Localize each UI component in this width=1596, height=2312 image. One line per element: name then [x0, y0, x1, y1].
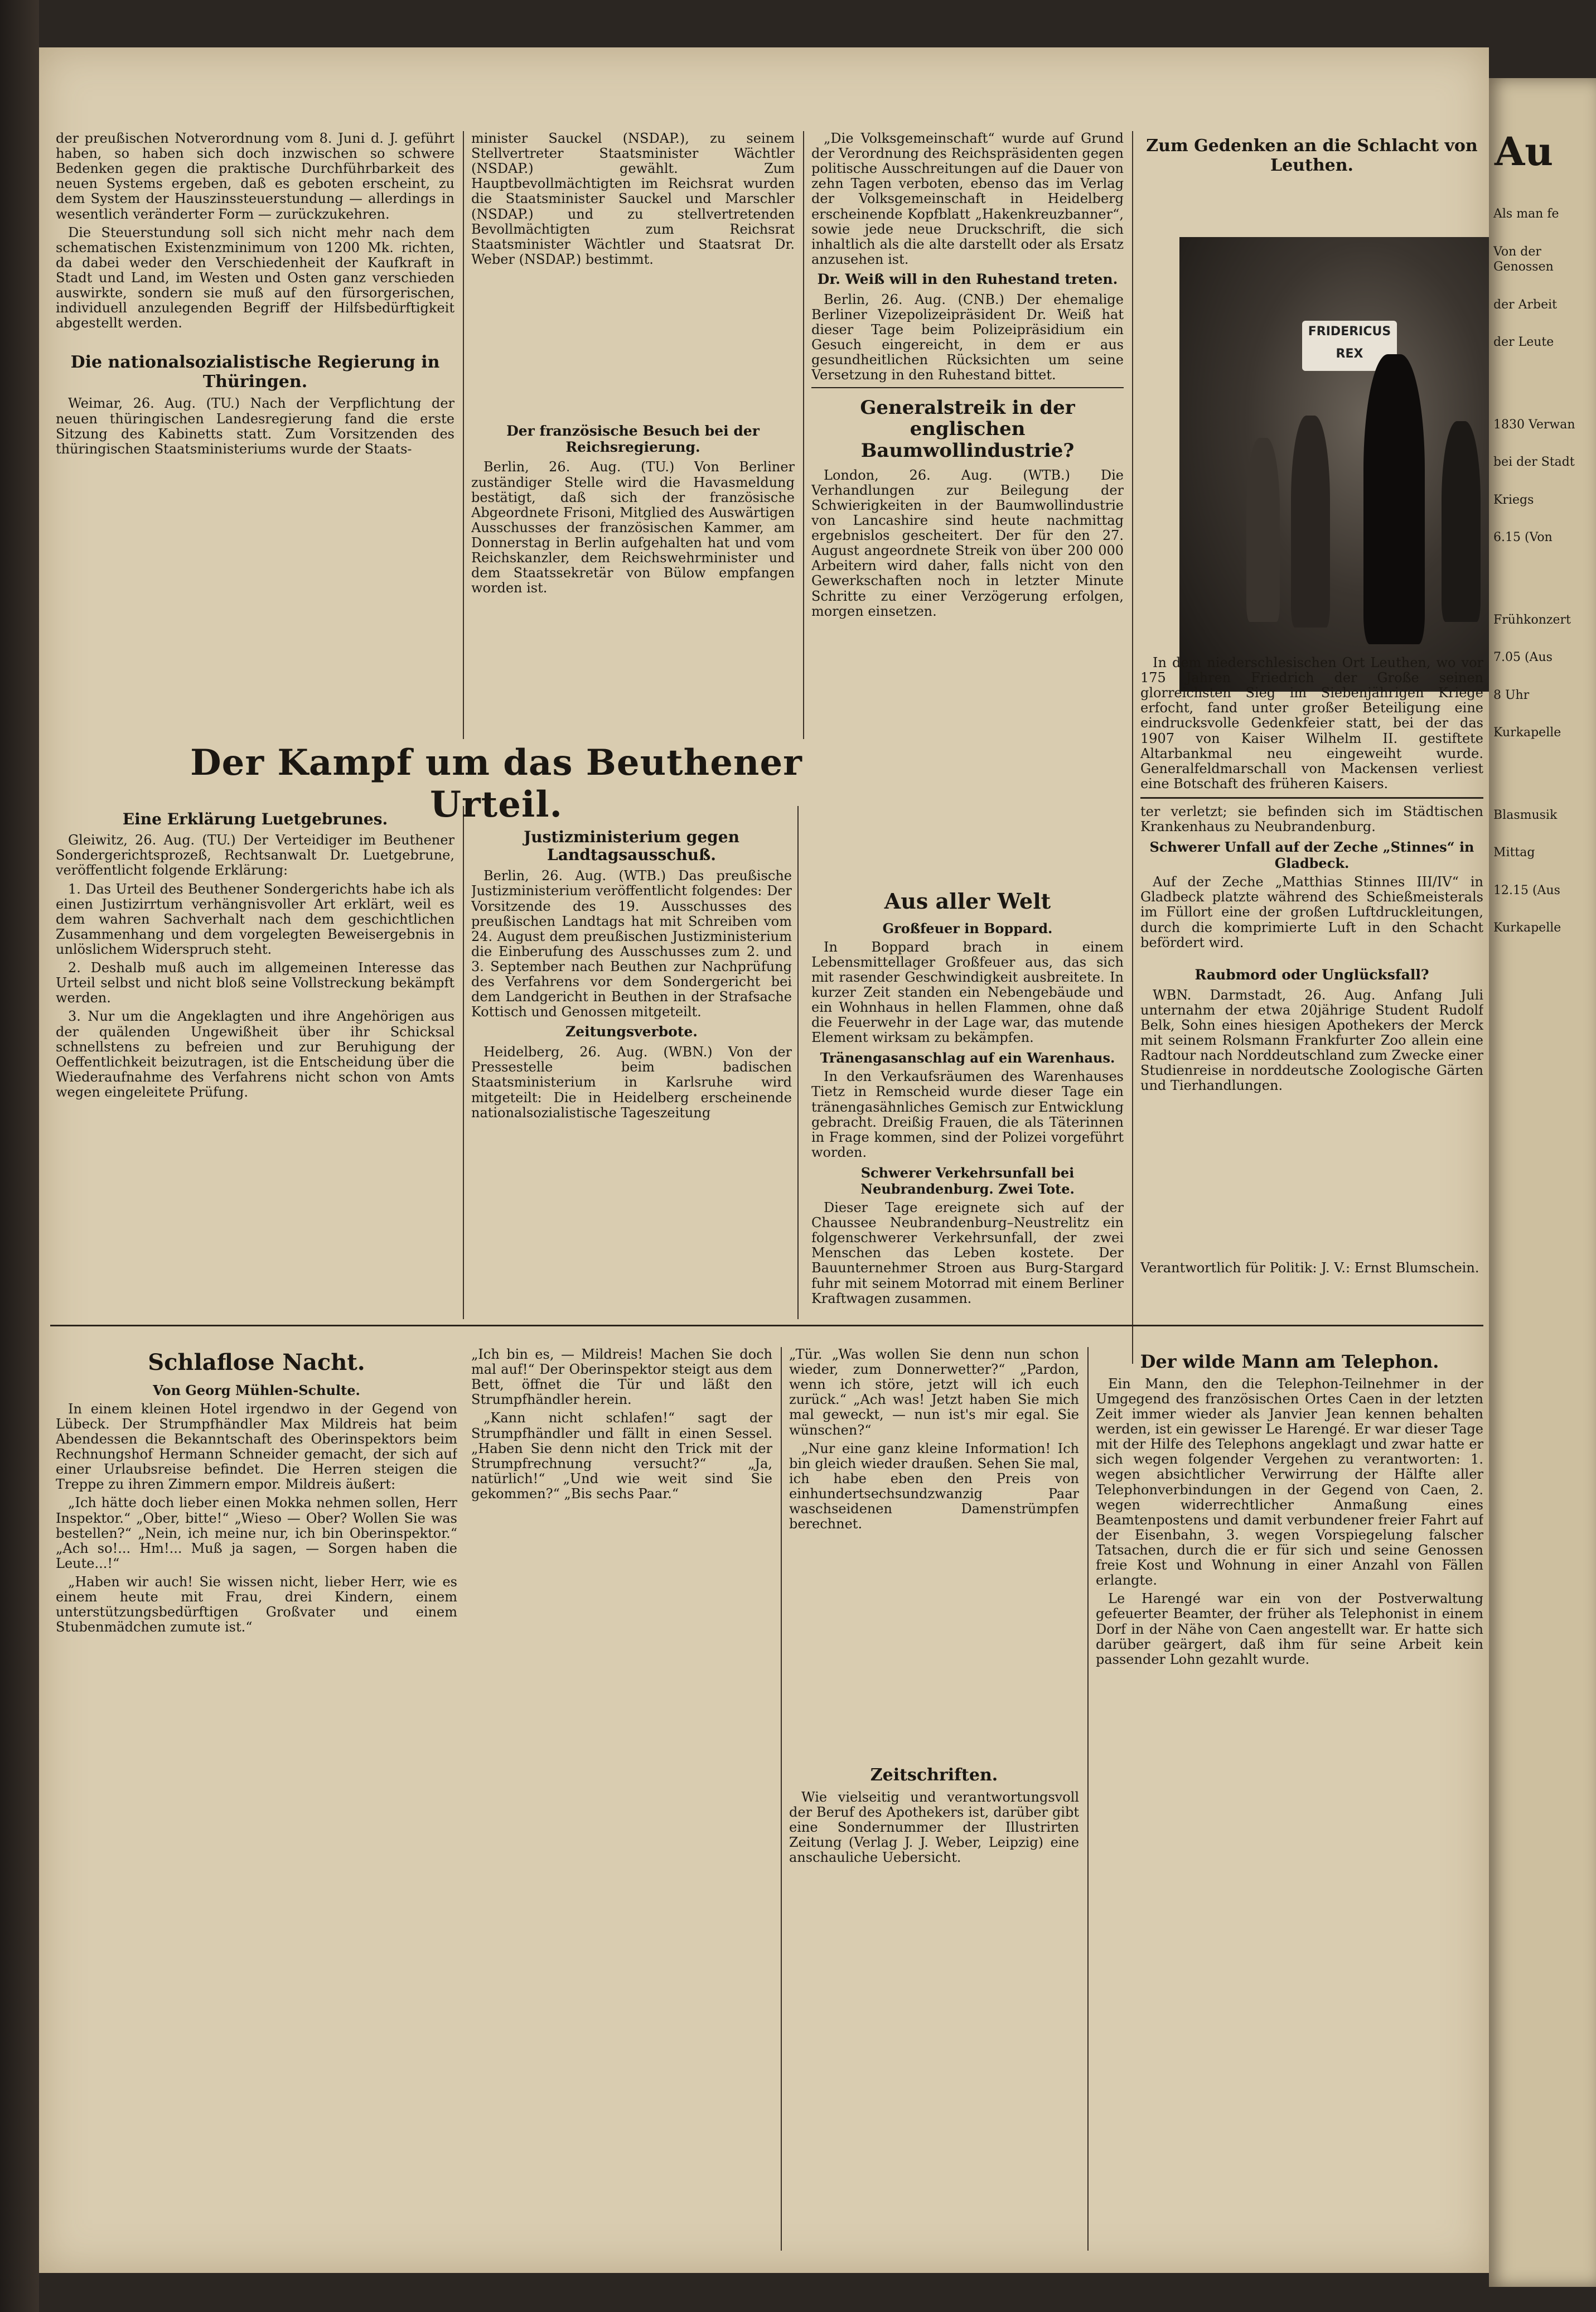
aus-aller-welt	[811, 828, 1124, 1319]
feuilleton-col-2	[471, 1347, 772, 2256]
headline-grossfeuer: Großfeuer in Boppard.	[882, 920, 1053, 937]
edge-headline: Au	[1495, 128, 1554, 175]
story-text: „Nur eine ganz kleine Information! Ich bin gleich wieder draußen. Sehen Sie mal, ich habe eben den Preis von einhundertsechsundzwanzig Paar waschseidenen Damenstrümpfen berechnet.	[789, 1440, 1079, 1532]
article-text: Die Steuerstundung soll sich nicht mehr nach dem schematischen Existenzminimum von 1200 Mk. richten, da dabei weder den Verschiedenheit der Kaufkraft in Stadt und Land, im Westen und Osten ganz verschieden auswirkte, sondern sie muß auf den fürsorgerischen, individuell anzulegenden Begriff der Hilfsbedürftigkeit abgestellt werden.	[56, 224, 454, 331]
soldier-figure	[1442, 421, 1481, 622]
column-rule	[781, 1347, 782, 2251]
column-rule	[1087, 1347, 1089, 2251]
story-text: In einem kleinen Hotel irgendwo in der Gegend von Lübeck. Der Strumpfhändler Max Mildreis hat beim Abendessen die Bekanntschaft des Oberinspektors beim Rechnungshof Hermann Schneider gemacht, der sich auf einer Urlaubsreise befindet. Die Herren steigen die Treppe zu ihren Zimmern empor. Mildreis äußert:	[56, 1401, 457, 1493]
photo-title: Zum Gedenken an die Schlacht von Leuthen.	[1146, 136, 1478, 175]
article-text: Gleiwitz, 26. Aug. (TU.) Der Verteidiger im Beuthener Sondergerichtsprozeß, Rechtsanwalt Dr. Luetgebrune, veröffentlicht folgende Erklärung:	[56, 832, 454, 879]
column-1	[56, 131, 454, 739]
soldier-figure	[1246, 438, 1280, 622]
article-text: Dieser Tage ereignete sich auf der Chaussee Neubrandenburg–Neustrelitz ein folgenschwerer Verkehrsunfall, der zwei Menschen das Leben kostete. Der Bauunternehmer Stroen aus Burg-Stargard fuhr mit seinem Motorrad mit einem Berliner Kraftwagen zusammen.	[811, 1199, 1124, 1306]
article-text: Berlin, 26. Aug. (CNB.) Der ehemalige Berliner Vizepolizeipräsident Dr. Weiß hat dieser Tage beim Polizeipräsidium ein Gesuch eingereicht, in dem er aus gesundheitlichen Rücksichten um seine Versetzung in den Ruhestand bittet.	[811, 291, 1124, 383]
article-text: In den Verkaufsräumen des Warenhauses Tietz in Remscheid wurde dieser Tage ein tränengasähnliches Gemisch zur Entwicklung gebracht. Dreißig Frauen, die als Täterinnen in Frage kommen, sind der Polizei vorgeführt worden.	[811, 1069, 1124, 1160]
article-text: der preußischen Notverordnung vom 8. Juni d. J. geführt haben, so haben sich doch inzwischen so schwere Bedenken gegen die praktische Durchführbarkeit des neuen Systems ergeben, daß es geboten erscheint, zu dem System der Hauszinssteuerstundung — allerdings in wesentlich veränderter Form — zurückzukehren.	[56, 131, 454, 222]
column-rule	[463, 131, 464, 739]
headline-schlaflose-nacht: Schlaflose Nacht.	[148, 1349, 365, 1375]
article-text: Auf der Zeche „Matthias Stinnes III/IV“ in Gladbeck platzte während des Schießmeisterals im Füllort eine der großen Luftdruckleitungen, durch die komprimierte Luft in den Schacht befördert wird.	[1140, 874, 1483, 950]
article-text: WBN. Darmstadt, 26. Aug. Anfang Juli unternahm der etwa 20jährige Student Rudolf Belk, Sohn eines hiesigen Apothekers der Merck mit seinem Rolsmann Frankfurter Zoo allein eine Radtour nach Norddeutschland zum Zwecke einer Studienreise in norddeutsche Zoologische Gärten und Tierhandlungen.	[1140, 987, 1483, 1094]
edge-text-line: Kriegs	[1493, 493, 1534, 507]
headline-streik: Generalstreik in der englischen Baumwollindustrie?	[860, 397, 1075, 462]
author-byline: Von Georg Mühlen-Schulte.	[153, 1382, 360, 1398]
headline-weiss: Dr. Weiß will in den Ruhestand treten.	[817, 271, 1118, 287]
headline-verkehrsunfall: Schwerer Verkehrsunfall bei Neubrandenburg. Zwei Tote.	[860, 1164, 1075, 1197]
article-text: 1. Das Urteil des Beuthener Sondergerichts habe ich als einen Justizirrtum verhängnisvoller Art erklärt, weil es dem wahren Sachverhalt nach dem geschichtlichen Zusammenhang und dem vorgelegten Beweisergebnis in unlöslichem Widerspruch steht.	[56, 881, 454, 957]
divider	[811, 387, 1124, 388]
soldier-figure	[1363, 354, 1425, 644]
edge-text-line: Mittag	[1493, 846, 1535, 860]
headline-justiz: Justizministerium gegen Landtagsausschuß.	[524, 828, 739, 865]
soldier-figure	[1291, 416, 1330, 628]
feuilleton-col-1	[56, 1341, 457, 2256]
headline-unfall: Schwerer Unfall auf der Zeche „Stinnes“ in Gladbeck.	[1149, 839, 1474, 872]
edge-text-line: 12.15 (Aus	[1493, 883, 1560, 897]
article-text: 2. Deshalb muß auch im allgemeinen Interesse das Urteil selbst und nicht bloß seine Vollstreckung bekämpft werden.	[56, 960, 454, 1006]
edge-text-line: Kurkapelle	[1493, 726, 1561, 740]
edge-text-line: Als man fe	[1493, 207, 1559, 221]
newspaper-page	[39, 47, 1489, 2273]
headline-raubmord: Raubmord oder Unglücksfall?	[1194, 966, 1429, 983]
luetgebrune-article	[56, 806, 454, 1319]
article-text: minister Sauckel (NSDAP.), zu seinem Stellvertreter Staatsminister Wächtler (NSDAP.) gewählt. Zum Hauptbevollmächtigten im Reichsrat wurden die Staatsminister Sauckel und Marschler (NSDAP.) und zu stellvertretenden Bevollmächtigten zum Reichsrat Staatsminister Wächtler und Staatsrat Dr. Weber (NSDAP.) bestimmt.	[471, 131, 795, 267]
edge-text-line: der Leute	[1493, 335, 1554, 349]
article-text: Weimar, 26. Aug. (TU.) Nach der Verpflichtung der neuen thüringischen Landesregierung fand die erste Sitzung des Kabinetts statt. Zum Vorsitzenden des thüringischen Staatsministeriums wurde der Staats-	[56, 395, 454, 457]
article-text: In Boppard brach in einem Lebensmittellager Großfeuer aus, das sich mit rasender Geschwindigkeit ausbreitete. In kurzer Zeit standen ein Nebengebäude und ein Wohnhaus in hellen Flammen, ohne daß die Feuerwehr in der Lage war, das mutende Element wirksam zu bekämpfen.	[811, 939, 1124, 1046]
photo-leuthen-ceremony	[1179, 237, 1489, 692]
column-4-lower	[1140, 655, 1483, 1319]
section-rule	[50, 1325, 1483, 1326]
headline-aus-aller-welt: Aus aller Welt	[884, 889, 1051, 914]
photo-caption: In dem niederschlesischen Ort Leuthen, wo vor 175 Jahren Friedrich der Große seinen glorreichsten Sieg im Siebenjährigen Kriege erfocht, fand unter großer Beteiligung eine eindrucksvolle Gedenkfeier statt, bei der das 1907 von Kaiser Wilhelm II. gestiftete Altarbankmal neu eingeweiht wurde. Generalfeldmarschall von Mackensen verliest eine Botschaft des früheren Kaisers.	[1140, 655, 1483, 791]
article-text: Heidelberg, 26. Aug. (WBN.) Von der Pressestelle beim badischen Staatsministerium in Karlsruhe wird mitgeteilt: Die in Heidelberg erscheinende nationalsozialistische Tageszeitung	[471, 1044, 792, 1121]
headline-besuch: Der französische Besuch bei der Reichsregierung.	[506, 422, 760, 455]
next-page-edge	[1489, 78, 1596, 2287]
headline-zeitschriften: Zeitschriften.	[870, 1765, 998, 1785]
binding-shadow	[0, 0, 39, 2312]
editor-signature: Verantwortlich für Politik: J. V.: Ernst Blumschein.	[1140, 1260, 1479, 1276]
column-rule	[463, 806, 464, 1319]
article-text: Berlin, 26. Aug. (TU.) Von Berliner zuständiger Stelle wird die Havasmeldung bestätigt, daß sich der französische Abgeordnete Frisoni, Mitglied des Auswärtigen Ausschusses der französischen Kammer, am Donnerstag in Berlin aufgehalten hat und vom Reichskanzler, dem Reichswehrminister und dem Staatssekretär von Bülow empfangen worden ist.	[471, 459, 795, 596]
edge-text-line: Kurkapelle	[1493, 921, 1561, 935]
story-text: „Kann nicht schlafen!“ sagt der Strumpfhändler und fällt in einen Sessel. „Haben Sie denn nicht den Trick mit der Strumpfrechnung versucht?“ „Ja, natürlich!“ „Und wie weit sind Sie gekommen?“ „Bis sechs Paar.“	[471, 1410, 772, 1502]
edge-text-block	[1493, 206, 1594, 1003]
divider	[1140, 797, 1483, 799]
headline-thuringen: Die nationalsozialistische Regierung in Thüringen.	[70, 353, 440, 392]
headline-zeitungsverbote: Zeitungsverbote.	[565, 1024, 698, 1040]
story-text: „Ich hätte doch lieber einen Mokka nehmen sollen, Herr Inspektor.“ „Ober, bitte!“ „Wieso — Ober? Wollen Sie was bestellen?“ „Nein, ich meine nur, ich bin Oberinspektor.“ „Ach so!... Hm!... Muß ja sagen, — Sorgen haben die Leute...!“	[56, 1495, 457, 1571]
article-text: 3. Nur um die Angeklagten und ihre Angehörigen aus der quälenden Ungewißheit über ihr Schicksal schnellstens zu befreien und zur Beruhigung der Oeffentlichkeit beizutragen, ist die Entscheidung über die Wiederaufnahme des Verfahrens nicht schon von Amts wegen eingeleitete Prüfung.	[56, 1008, 454, 1100]
headline-wilde-mann: Der wilde Mann am Telephon.	[1140, 1351, 1439, 1372]
article-text: Berlin, 26. Aug. (WTB.) Das preußische Justizministerium veröffentlicht folgendes: Der Vorsitzende des 19. Ausschusses des preußischen Landtags hat mit Schreiben vom 24. August dem preußischen Justizministerium die Einberufung des Ausschusses zum 2. und 3. September nach Beuthen zur Nachprüfung des Verfahrens vor dem Sondergericht bei dem Landgericht in Beuthen in der Strafsache Kottisch und Genossen mitgeteilt.	[471, 868, 792, 1020]
column-2	[471, 131, 795, 739]
edge-text-line: Frühkonzert	[1493, 612, 1571, 627]
story-text: „Tür. „Was wollen Sie denn nun schon wieder, zum Donnerwetter?“ „Pardon, wenn ich störe, jetzt will ich euch zurück.“ „Ach was! Jetzt haben Sie mich mal geweckt, — nun ist's mir egal. Sie wünschen?“	[789, 1347, 1079, 1438]
edge-text-line: 8 Uhr	[1493, 688, 1530, 702]
article-text: Le Harengé war ein von der Postverwaltung gefeuerter Beamter, der früher als Telephonist in einem Dorf in der Nähe von Caen angestellt war. Er hatte sich darüber geärgert, daß ihm für seine Arbeit kein passender Lohn gezahlt wurde.	[1096, 1591, 1483, 1667]
headline-erklaerung: Eine Erklärung Luetgebrunes.	[122, 810, 388, 828]
column-rule	[803, 131, 804, 739]
column-rule	[1132, 131, 1133, 1364]
edge-text-line: der Arbeit	[1493, 297, 1557, 312]
justiz-article	[471, 806, 792, 1319]
telefon-article	[1096, 1347, 1483, 2256]
article-text: ter verletzt; sie befinden sich im Städtischen Krankenhaus zu Neubrandenburg.	[1140, 803, 1483, 835]
article-text: Ein Mann, den die Telephon-Teilnehmer in der Umgegend des französischen Ortes Caen in der letzten Zeit immer wieder als Janvier Jean kennen behalten werden, ist ein gewisser Le Harengé. Er war dieser Tage mit der Hilfe des Telephons angeklagt und zwar hatte er sich wegen folgender Vergehen zu verantworten: 1. wegen absichtlicher Verwirrung der Hälfte aller Telephonverbindungen in der Gegend von Caen, 2. wegen widerrechtlicher Anmaßung eines Beamtenpostens und damit verbundener freier Fahrt auf der Eisenbahn, 3. wegen Vorspiegelung falscher Tatsachen, durch die er für sich und seine Genossen freie Kost und Wohnung in einer Anzahl von Fällen erlangte.	[1096, 1375, 1483, 1589]
edge-text-line: Blasmusik	[1493, 808, 1558, 822]
edge-text-line: bei der Stadt	[1493, 455, 1575, 469]
edge-text-line: 6.15 (Von	[1493, 530, 1553, 544]
article-text: „Die Volksgemeinschaft“ wurde auf Grund der Verordnung des Reichspräsidenten gegen politische Ausschreitungen auf die Dauer von zehn Tagen verboten, ebenso das im Verlag der Volksgemeinschaft in Heidelberg erscheinende Kopfblatt „Hakenkreuzbanner“, sowie jede neue Druckschrift, die sich inhaltlich als die alte darstellt oder als Ersatz anzusehen ist.	[811, 131, 1124, 267]
banner-fridericus-rex: FRIDERICUS REX	[1302, 321, 1397, 371]
story-text: „Haben wir auch! Sie wissen nicht, lieber Herr, wie es einem heute mit Frau, drei Kindern, einem unterstützungsbedürftigen Großvater und einem Stubenmädchen zumute ist.“	[56, 1574, 457, 1635]
feuilleton-col-3	[789, 1347, 1079, 2256]
column-rule	[797, 806, 799, 1319]
edge-text-line: 1830 Verwan	[1493, 417, 1575, 432]
edge-text-line: Von der Genossen	[1493, 244, 1554, 274]
main-headline: Der Kampf um das Beuthener Urteil.	[190, 742, 802, 826]
headline-traenengas: Tränengasanschlag auf ein Warenhaus.	[820, 1050, 1115, 1066]
article-text: Wie vielseitig und verantwortungsvoll der Beruf des Apothekers ist, darüber gibt eine Sondernummer der Illustrirten Zeitung (Verlag J. J. Weber, Leipzig) eine anschauliche Uebersicht.	[789, 1789, 1079, 1866]
story-text: „Ich bin es, — Mildreis! Machen Sie doch mal auf!“ Der Oberinspektor steigt aus dem Bett, öffnet die Tür und läßt den Strumpfhändler herein.	[471, 1347, 772, 1408]
edge-text-line: 7.05 (Aus	[1493, 650, 1553, 664]
article-text: London, 26. Aug. (WTB.) Die Verhandlungen zur Beilegung der Schwierigkeiten in der Baumwollindustrie von Lancashire sind heute nachmittag ergebnislos gescheitert. Der für den 27. August angeordnete Streik von über 200 000 Arbeitern wird daher, falls nicht von den Gewerkschaften noch in letzter Minute Schritte zu einer Verzögerung erfolgen, morgen einsetzen.	[811, 467, 1124, 619]
